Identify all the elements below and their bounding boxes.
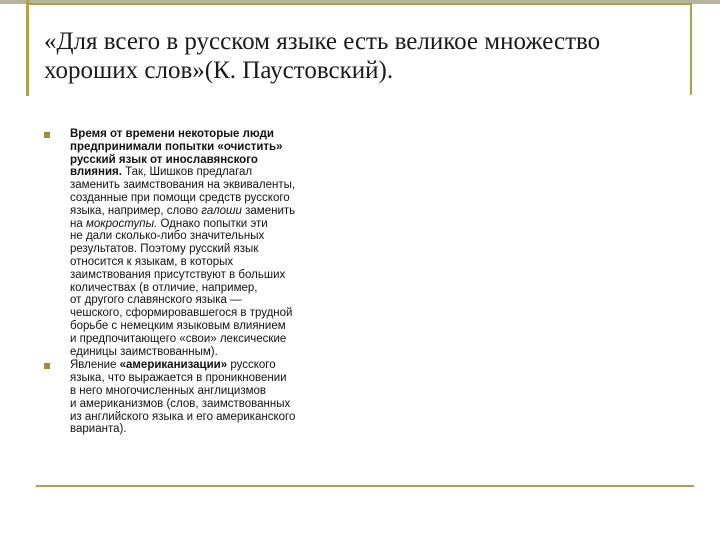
text-segment: заменить на — [70, 204, 296, 230]
text-segment: Так, Шишков предлагал заменить заимствования на эквиваленты, созданные при помощи средств русского языка, например, слово — [70, 166, 296, 217]
bullet-item-purism — [44, 128, 364, 358]
bullet-paragraph — [70, 128, 364, 358]
slide-title: «Для всего в русском языке есть великое множество хороших слов»(К. Паустовский). — [44, 28, 601, 84]
text-segment: русского языка, что выражается в проникновении в него многочисленных англицизмов и американизмов (слов, заимствованных из английского языка и его американского варианта). — [70, 359, 296, 436]
square-bullet-icon — [44, 363, 50, 369]
square-bullet-icon — [44, 132, 50, 138]
bullet-list — [44, 128, 364, 436]
bullet-paragraph — [70, 359, 364, 436]
text-segment: Явление — [70, 359, 120, 372]
italic-word-mokrostupy: мокроступы. — [85, 217, 158, 230]
bold-phrase: «американизации» — [119, 359, 228, 372]
slide-bottom-rule — [36, 485, 694, 487]
bullet-item-americanization — [44, 359, 364, 436]
italic-word-galoshi: галоши — [201, 204, 242, 217]
bold-phrase: Время от времени некоторые люди предпринимали попытки «очистить» русский язык от инославянского влияния. — [70, 128, 283, 179]
text-segment: Однако попытки эти не дали сколько-либо значительных результатов. Поэтому русский язык относится к языкам, в которых заимствования присутствуют в больших количествах (в отличие, например, от другого славянского языка — чешского, сформировавшегося в трудной борьбе с немецким языковым влиянием и предпочитающего «свои» лексические единицы заимствованным). — [70, 217, 293, 358]
